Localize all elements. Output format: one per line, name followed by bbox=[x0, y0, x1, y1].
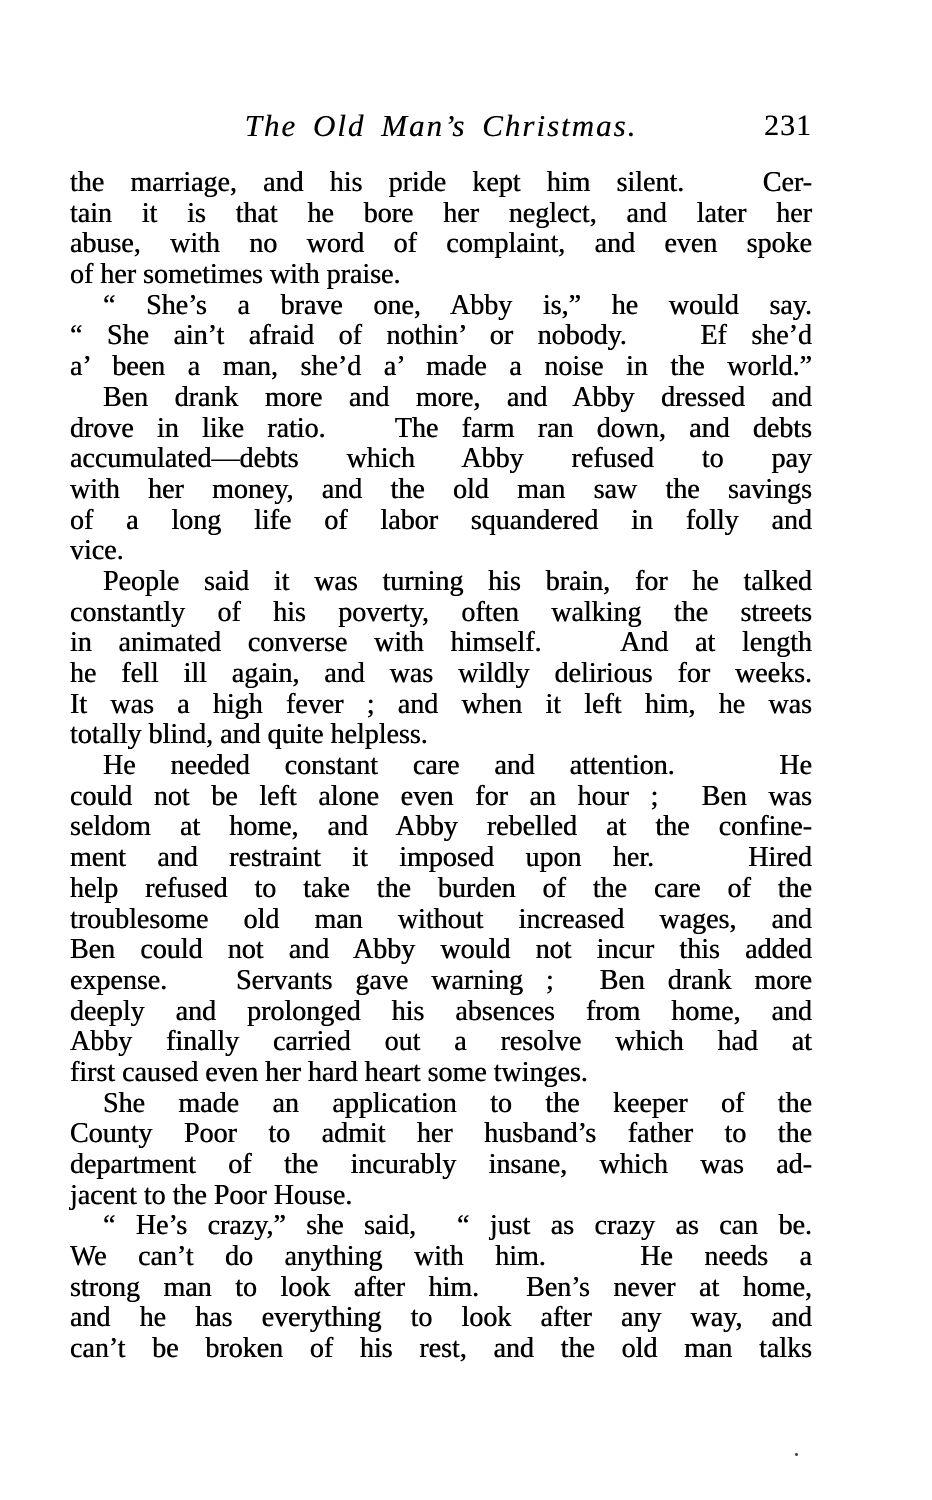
page-title: The Old Man’s Christmas. bbox=[244, 108, 638, 143]
paragraph bbox=[70, 1211, 812, 1364]
text-line: “ She ain’t afraid of nothin’ or nobody. Ef she’d bbox=[70, 320, 812, 352]
text-line: abuse, with no word of complaint, and even spoke bbox=[70, 228, 812, 260]
paragraph bbox=[70, 751, 812, 1089]
text-line: and he has everything to look after any way, and bbox=[70, 1302, 812, 1334]
text-line: People said it was turning his brain, for he talked bbox=[103, 565, 812, 597]
text-line: tain it is that he bore her neglect, and later her bbox=[70, 197, 812, 229]
text-line: seldom at home, and Abby rebelled at the confine- bbox=[70, 811, 812, 843]
running-header bbox=[70, 108, 812, 146]
text-line: He needed constant care and attention. He bbox=[103, 750, 812, 782]
text-line: of her sometimes with praise. bbox=[70, 259, 401, 291]
text-line: strong man to look after him. Ben’s never at home, bbox=[70, 1271, 812, 1303]
text-line: the marriage, and his pride kept him silent. Cer- bbox=[70, 167, 812, 198]
text-line: can’t be broken of his rest, and the old man talks bbox=[70, 1333, 812, 1365]
text-line: She made an application to the keeper of the bbox=[103, 1087, 812, 1119]
text-line: accumulated—debts which Abby refused to pay bbox=[70, 443, 812, 475]
text-line: constantly of his poverty, often walking the streets bbox=[70, 596, 812, 628]
text-line: Abby finally carried out a resolve which had at bbox=[70, 1026, 812, 1058]
text-line: ment and restraint it imposed upon her. Hired bbox=[70, 842, 812, 874]
text-line: drove in like ratio. The farm ran down, and debts bbox=[70, 412, 812, 444]
ink-speck bbox=[795, 1453, 798, 1456]
text-body bbox=[70, 168, 812, 1365]
text-line: a’ been a man, she’d a’ made a noise in the world.” bbox=[70, 351, 812, 383]
paragraph bbox=[70, 168, 812, 291]
text-line: of a long life of labor squandered in folly and bbox=[70, 504, 812, 536]
text-line: Ben drank more and more, and Abby dressed and bbox=[103, 381, 812, 413]
text-line: County Poor to admit her husband’s father to the bbox=[70, 1118, 812, 1150]
text-line: “ She’s a brave one, Abby is,” he would say. bbox=[103, 289, 812, 321]
text-line: troublesome old man without increased wages, and bbox=[70, 903, 812, 935]
page-number: 231 bbox=[764, 109, 812, 142]
page-content bbox=[70, 108, 812, 1365]
text-line: It was a high fever ; and when it left him, he was bbox=[70, 688, 812, 720]
paragraph bbox=[70, 383, 812, 567]
text-line: Ben could not and Abby would not incur this added bbox=[70, 934, 812, 966]
text-line: department of the incurably insane, which was ad- bbox=[70, 1149, 812, 1180]
text-line: help refused to take the burden of the care of the bbox=[70, 872, 812, 904]
paragraph bbox=[70, 567, 812, 751]
text-line: first caused even her hard heart some twinges. bbox=[70, 1056, 588, 1088]
text-line: in animated converse with himself. And at length bbox=[70, 627, 812, 659]
paragraph bbox=[70, 291, 812, 383]
text-line: vice. bbox=[70, 535, 124, 567]
text-line: totally blind, and quite helpless. bbox=[70, 719, 428, 751]
text-line: We can’t do anything with him. He needs a bbox=[70, 1241, 812, 1273]
text-line: “ He’s crazy,” she said, “ just as crazy as can be. bbox=[103, 1210, 812, 1242]
paragraph bbox=[70, 1089, 812, 1212]
text-line: he fell ill again, and was wildly delirious for weeks. bbox=[70, 658, 812, 689]
text-line: could not be left alone even for an hour ; Ben was bbox=[70, 780, 812, 812]
text-line: expense. Servants gave warning ; Ben drank more bbox=[70, 964, 812, 996]
text-line: jacent to the Poor House. bbox=[70, 1179, 353, 1211]
text-line: deeply and prolonged his absences from home, and bbox=[70, 995, 812, 1027]
text-line: with her money, and the old man saw the savings bbox=[70, 473, 812, 505]
